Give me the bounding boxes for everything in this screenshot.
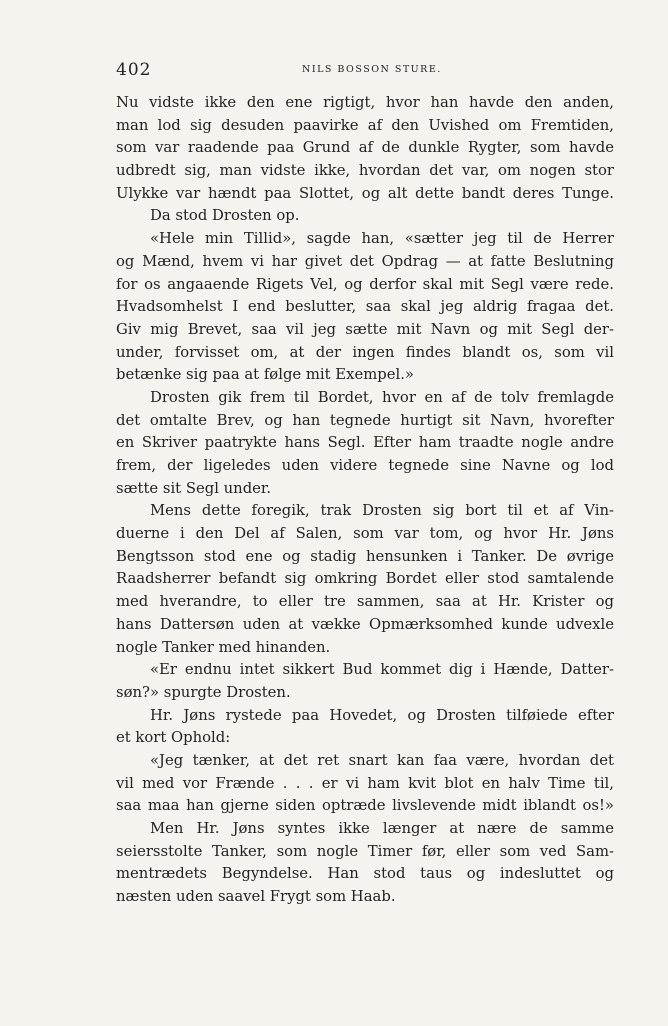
text-line: og Mænd, hvem vi har givet det Opdrag — at fatte Beslutning: [116, 252, 614, 270]
text-line: et kort Ophold:: [116, 729, 231, 747]
text-line: Mens dette foregik, trak Drosten sig bort til et af Vin-: [150, 502, 614, 520]
text-line: Nu vidste ikke den ene rigtigt, hvor han havde den anden,: [116, 94, 614, 111]
text-line: Bengtsson stod ene og stadig hensunken i Tanker. De øvrige: [116, 547, 614, 565]
text-line: «Hele min Tillid», sagde han, «sætter jeg til de Herrer: [150, 230, 614, 248]
text-line: vil med vor Frænde . . . er vi ham kvit blot en halv Time til,: [116, 774, 614, 792]
text-line: Hvadsomhelst I end beslutter, saa skal jeg aldrig fragaa det.: [116, 298, 614, 316]
text-line: med hverandre, to eller tre sammen, saa at Hr. Krister og: [116, 593, 614, 611]
text-line: udbredt sig, man vidste ikke, hvordan det var, om nogen stor: [116, 162, 614, 180]
text-line: en Skriver paatrykte hans Segl. Efter ham traadte nogle andre: [116, 434, 614, 452]
text-line: seiersstolte Tanker, som nogle Timer før, eller som ved Sam-: [116, 842, 614, 860]
text-line: Giv mig Brevet, saa vil jeg sætte mit Navn og mit Segl der-: [116, 320, 614, 338]
page-number: 402: [116, 60, 152, 80]
text-line: for os angaaende Rigets Vel, og derfor skal mit Segl være rede.: [116, 275, 614, 293]
text-line: Men Hr. Jøns syntes ikke længer at nære de samme: [150, 820, 614, 837]
text-line: Hr. Jøns rystede paa Hovedet, og Drosten tilføiede efter: [150, 706, 614, 724]
text-line: det omtalte Brev, og han tegnede hurtigt sit Navn, hvorefter: [116, 411, 614, 429]
text-line: Da stod Drosten op.: [150, 207, 300, 225]
text-line: Raadsherrer befandt sig omkring Bordet eller stod samtalende: [116, 570, 614, 588]
text-line: Drosten gik frem til Bordet, hvor en af de tolv fremlagde: [150, 388, 614, 406]
text-line: frem, der ligeledes uden videre tegnede sine Navne og lod: [116, 457, 614, 474]
text-line: hans Dattersøn uden at vække Opmærksomhed kunde udvexle: [116, 615, 614, 633]
text-line: Ulykke var hændt paa Slottet, og alt dette bandt deres Tunge.: [116, 184, 614, 202]
body-text: [116, 92, 614, 909]
text-line: betænke sig paa at følge mit Exempel.»: [116, 366, 414, 384]
text-line: man lod sig desuden paavirke af den Uvished om Fremtiden,: [116, 116, 614, 134]
text-line: nogle Tanker med hinanden.: [116, 638, 331, 656]
running-title: NILS BOSSON STURE.: [302, 64, 442, 75]
text-line: som var raadende paa Grund af de dunkle Rygter, som havde: [116, 139, 614, 157]
text-line: under, forvisset om, at der ingen findes blandt os, som vil: [116, 343, 614, 361]
text-line: søn?» spurgte Drosten.: [116, 683, 291, 701]
text-line: mentrædets Begyndelse. Han stod taus og indesluttet og: [116, 865, 614, 883]
text-line: duerne i den Del af Salen, som var tom, og hvor Hr. Jøns: [116, 525, 614, 543]
text-line: «Er endnu intet sikkert Bud kommet dig i Hænde, Datter-: [150, 661, 614, 679]
text-line: saa maa han gjerne siden optræde livslevende midt iblandt os!»: [116, 797, 614, 815]
text-line: sætte sit Segl under.: [116, 479, 272, 497]
text-line: næsten uden saavel Frygt som Haab.: [116, 888, 396, 906]
text-line: «Jeg tænker, at det ret snart kan faa være, hvordan det: [150, 751, 614, 769]
